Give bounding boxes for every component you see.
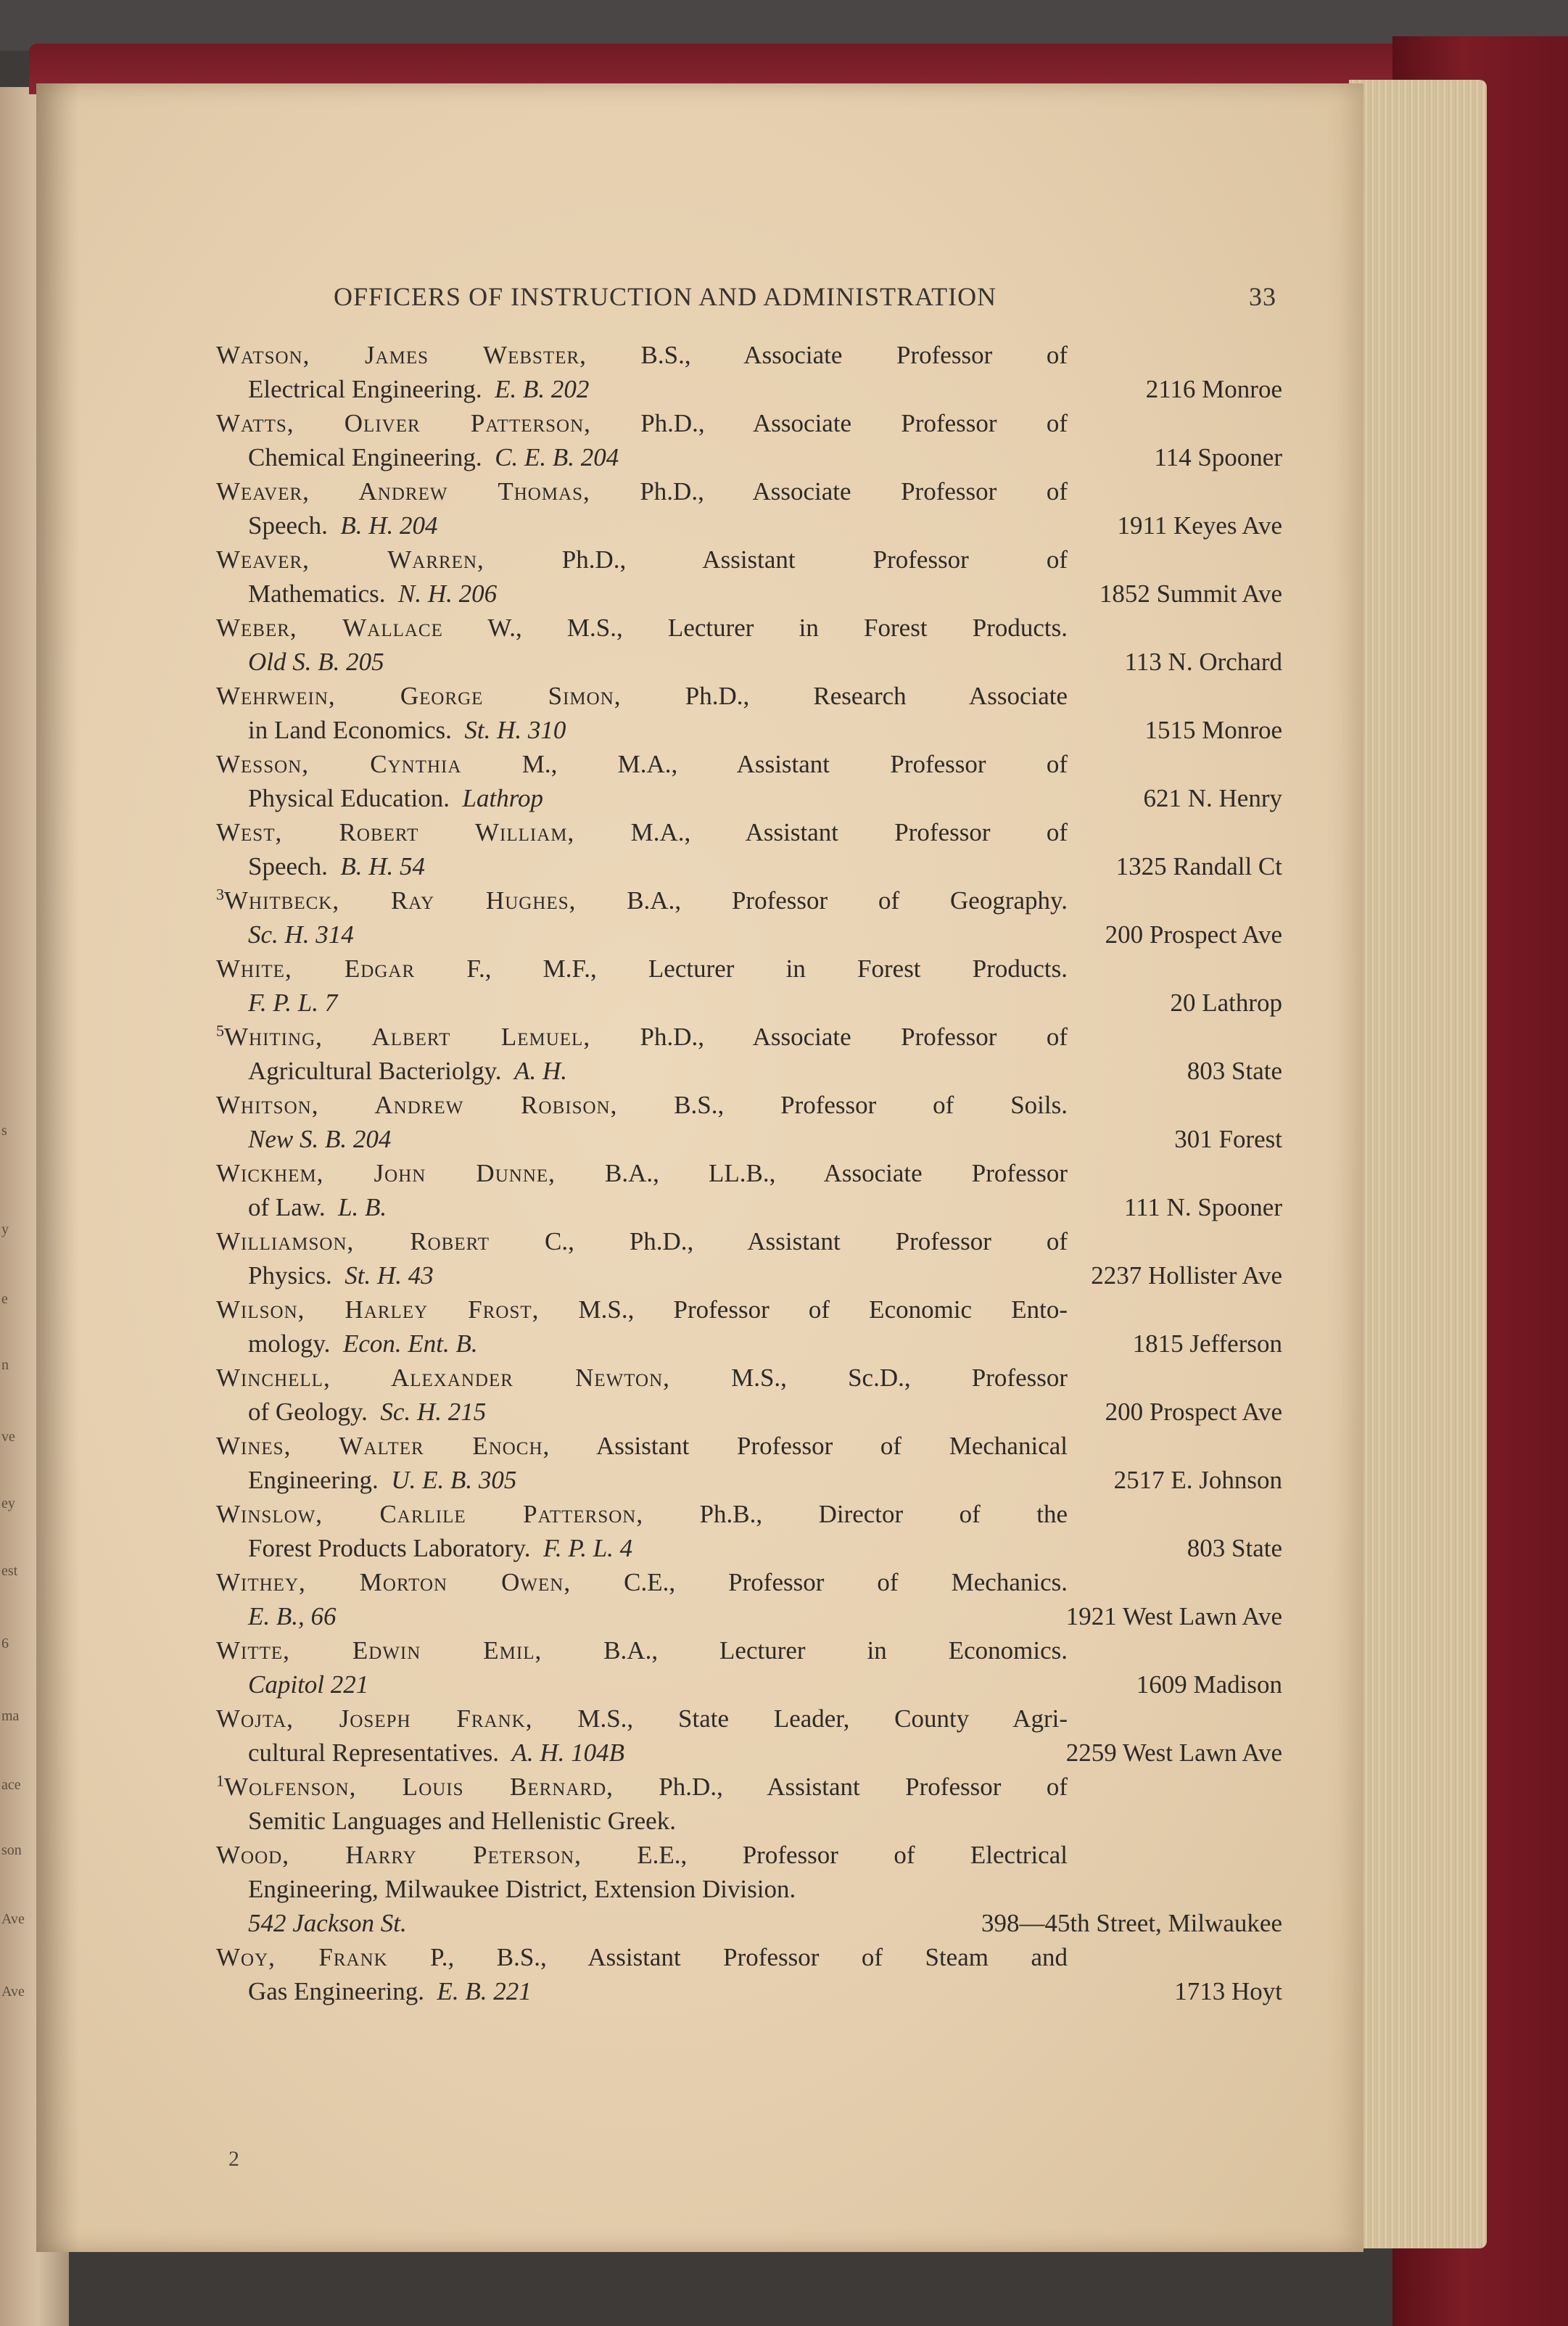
person-name: Whitson, Andrew Robison,: [216, 1091, 618, 1119]
person-name: Weaver, Andrew Thomas,: [216, 477, 590, 506]
home-address: 114 Spooner: [1154, 443, 1282, 471]
department-text: Forest Products Laboratory.: [248, 1534, 531, 1562]
person-title: E.E., Professor of Electrical: [581, 1841, 1068, 1869]
directory-entry: [216, 1224, 1282, 1292]
person-name: Wehrwein, George Simon,: [216, 682, 622, 710]
entry-first-line: [216, 1361, 1068, 1395]
entry-first-line: [216, 1770, 1068, 1804]
department-text: Semitic Languages and Hellenistic Greek.: [248, 1807, 676, 1835]
person-title: C.E., Professor of Mechanics.: [571, 1568, 1068, 1596]
department-text: Gas Engineering.: [248, 1977, 424, 2005]
entry-continuation-line: [216, 1463, 1282, 1497]
department-text: Chemical Engineering.: [248, 443, 482, 471]
person-title: M.S., State Leader, County Agri-: [532, 1704, 1068, 1733]
entry-continuation-line: [216, 508, 1282, 543]
running-head: [334, 281, 1276, 318]
home-address: 1921 West Lawn Ave: [1065, 1602, 1282, 1630]
left-page-fragment: n: [1, 1357, 9, 1373]
home-address: 2237 Hollister Ave: [1091, 1261, 1282, 1290]
directory-entry: [216, 1565, 1282, 1633]
directory-entry: [216, 1770, 1282, 1838]
footnote-marker: 3: [216, 885, 224, 904]
home-address: 803 State: [1187, 1534, 1282, 1562]
home-address: 398—45th Street, Milwaukee: [981, 1909, 1282, 1937]
left-page-fragment: ve: [1, 1429, 15, 1445]
office-location: U. E. B. 305: [391, 1466, 517, 1494]
office-location: A. H. 104B: [511, 1739, 625, 1767]
person-title: B.S., Professor of Soils.: [617, 1091, 1068, 1119]
left-page-fragment: Ave: [1, 1984, 25, 2000]
person-title: B.A., Lecturer in Economics.: [542, 1636, 1068, 1665]
entry-first-line: [216, 1020, 1068, 1054]
directory-entry: [216, 1940, 1282, 2008]
person-name: Whitbeck, Ray Hughes,: [224, 886, 577, 915]
person-name: Winchell, Alexander Newton,: [216, 1364, 670, 1392]
person-name: Wilson, Harley Frost,: [216, 1295, 540, 1324]
department-text: of Law.: [248, 1193, 326, 1221]
office-location: New S. B. 204: [248, 1125, 392, 1153]
person-title: B.A., Professor of Geography.: [576, 886, 1068, 915]
person-title: C., Ph.D., Assistant Professor of: [490, 1227, 1068, 1255]
entry-continuation-line: [216, 440, 1282, 474]
entry-first-line: [216, 1702, 1068, 1736]
directory-entry: [216, 1702, 1282, 1770]
department-text: Agricultural Bacteriolgy.: [248, 1057, 502, 1085]
person-name: Weaver, Warren,: [216, 545, 484, 574]
entry-office-line: [216, 1906, 1282, 1940]
entry-first-line: [216, 679, 1068, 713]
office-location: Econ. Ent. B.: [342, 1329, 478, 1358]
office-location: St. H. 310: [464, 716, 566, 744]
person-title: F., M.F., Lecturer in Forest Products.: [415, 954, 1068, 983]
footnote-marker: 1: [216, 1771, 224, 1790]
person-title: M., M.A., Assistant Professor of: [461, 750, 1068, 778]
home-address: 113 N. Orchard: [1124, 648, 1282, 676]
person-name: Williamson, Robert: [216, 1227, 490, 1255]
directory-entry: [216, 474, 1282, 543]
person-name: Wesson, Cynthia: [216, 750, 462, 778]
page-number: 33: [1249, 282, 1276, 311]
entry-first-line: [216, 1565, 1068, 1599]
person-title: P., B.S., Assistant Professor of Steam and: [387, 1943, 1068, 1971]
department-text: Speech.: [248, 511, 328, 540]
home-address: 1713 Hoyt: [1174, 1977, 1282, 2005]
entry-first-line: [216, 883, 1068, 917]
office-location: E. B., 66: [248, 1602, 337, 1630]
office-location: E. B. 221: [437, 1977, 532, 2005]
footnote-marker: 5: [216, 1021, 224, 1040]
directory-entry: [216, 1429, 1282, 1497]
entry-office-line: [216, 1599, 1282, 1633]
person-title: Assistant Professor of Mechanical: [550, 1432, 1068, 1460]
entry-office-line: [216, 1122, 1282, 1156]
person-title: Ph.D., Research Associate: [621, 682, 1068, 710]
department-text: Engineering.: [248, 1466, 379, 1494]
entry-first-line: [216, 1497, 1068, 1531]
department-text: Speech.: [248, 852, 328, 881]
entry-continuation-line: [216, 372, 1282, 406]
home-address: 1609 Madison: [1136, 1670, 1282, 1699]
entry-first-line: [216, 406, 1068, 440]
directory-entry: [216, 1838, 1282, 1940]
entry-first-line: [216, 1156, 1068, 1190]
left-page-fragment: son: [1, 1842, 22, 1858]
signature-mark: 2: [228, 2147, 239, 2171]
person-name: Withey, Morton Owen,: [216, 1568, 572, 1596]
person-name: Winslow, Carlile Patterson,: [216, 1500, 644, 1528]
left-page-fragment: est: [1, 1563, 18, 1579]
person-title: Ph.D., Associate Professor of: [590, 1023, 1068, 1051]
person-title: Ph.D., Assistant Professor of: [484, 545, 1068, 574]
person-name: Wickhem, John Dunne,: [216, 1159, 556, 1187]
entry-first-line: [216, 1429, 1068, 1463]
home-address: 301 Forest: [1174, 1125, 1282, 1153]
office-location: B. H. 54: [340, 852, 425, 881]
office-location: C. E. B. 204: [495, 443, 619, 471]
entry-office-line: [216, 1667, 1282, 1702]
person-title: Ph.D., Assistant Professor of: [613, 1773, 1068, 1801]
entry-first-line: [216, 1633, 1068, 1667]
entry-first-line: [216, 815, 1068, 849]
home-address: 200 Prospect Ave: [1105, 920, 1282, 949]
directory-entry: [216, 952, 1282, 1020]
office-location: A. H.: [514, 1057, 567, 1085]
entry-first-line: [216, 1088, 1068, 1122]
home-address: 1852 Summit Ave: [1099, 580, 1282, 608]
directory-entry: [216, 338, 1282, 406]
home-address: 2116 Monroe: [1145, 375, 1282, 403]
entry-continuation-line: [216, 1531, 1282, 1565]
running-head-title: OFFICERS OF INSTRUCTION AND ADMINISTRATION: [334, 282, 997, 311]
entry-office-line: [216, 917, 1282, 952]
person-title: Ph.D., Associate Professor of: [590, 409, 1068, 437]
entry-first-line: [216, 1940, 1068, 1974]
entry-first-line: [216, 1224, 1068, 1258]
directory-entry: [216, 1497, 1282, 1565]
left-page-fragment: Ave: [1, 1911, 25, 1927]
directory-entry: [216, 1156, 1282, 1224]
entry-continuation-line: [216, 849, 1282, 883]
left-page-fragment: y: [1, 1221, 9, 1237]
office-location: N. H. 206: [398, 580, 498, 608]
directory-entry: [216, 747, 1282, 815]
entry-continuation-line: [216, 1327, 1282, 1361]
person-title: Ph.D., Associate Professor of: [590, 477, 1068, 506]
home-address: 200 Prospect Ave: [1105, 1398, 1282, 1426]
directory-entry: [216, 406, 1282, 474]
person-name: Watts, Oliver Patterson,: [216, 409, 591, 437]
directory-entry: [216, 1292, 1282, 1361]
office-location: Sc. H. 314: [248, 920, 354, 949]
department-text: mology.: [248, 1329, 331, 1358]
left-page-fragment: ace: [1, 1777, 21, 1793]
directory-entry: [216, 883, 1282, 952]
home-address: 2517 E. Johnson: [1113, 1466, 1282, 1494]
entry-continuation-line: [216, 1974, 1282, 2008]
left-page-fragment: s: [1, 1123, 7, 1139]
directory-entry: [216, 815, 1282, 883]
department-text: Mathematics.: [248, 580, 386, 608]
home-address: 1815 Jefferson: [1132, 1329, 1282, 1358]
office-location: E. B. 202: [495, 375, 590, 403]
entry-continuation-line: [216, 781, 1282, 815]
directory-entry: [216, 543, 1282, 611]
left-page-fragment: ey: [1, 1496, 15, 1512]
office-location: Capitol 221: [248, 1670, 369, 1699]
person-name: Witte, Edwin Emil,: [216, 1636, 542, 1665]
entry-continuation-line: [216, 1804, 1068, 1838]
office-location: F. P. L. 7: [248, 989, 338, 1017]
home-address: 1515 Monroe: [1144, 716, 1282, 744]
department-text: Electrical Engineering.: [248, 375, 482, 403]
office-location: B. H. 204: [340, 511, 438, 540]
directory-entry: [216, 611, 1282, 679]
person-title: Ph.B., Director of the: [643, 1500, 1068, 1528]
entry-first-line: [216, 338, 1068, 372]
person-name: Wojta, Joseph Frank,: [216, 1704, 533, 1733]
entry-continuation-line: [216, 1395, 1282, 1429]
entry-first-line: [216, 611, 1068, 645]
office-location: Old S. B. 205: [248, 648, 384, 676]
left-page-fragment: 6: [1, 1636, 9, 1651]
left-page-fragment: e: [1, 1291, 8, 1307]
department-text: cultural Representatives.: [248, 1739, 499, 1767]
person-title: M.S., Sc.D., Professor: [669, 1364, 1068, 1392]
department-text: Physical Education.: [248, 784, 450, 812]
entry-continuation-line: [216, 713, 1282, 747]
entry-continuation-line: [216, 1736, 1282, 1770]
entry-continuation-line: [216, 1190, 1282, 1224]
person-name: Whiting, Albert Lemuel,: [224, 1023, 591, 1051]
entry-first-line: [216, 952, 1068, 986]
person-name: West, Robert William,: [216, 818, 575, 846]
home-address: 1911 Keyes Ave: [1117, 511, 1282, 540]
directory-entry: [216, 1088, 1282, 1156]
entry-office-line: [216, 645, 1282, 679]
directory-entry: [216, 1633, 1282, 1702]
home-address: 1325 Randall Ct: [1115, 852, 1282, 881]
directory-entry: [216, 1020, 1282, 1088]
office-location: 542 Jackson St.: [248, 1909, 407, 1937]
home-address: 2259 West Lawn Ave: [1065, 1739, 1282, 1767]
entry-first-line: [216, 543, 1068, 577]
home-address: 20 Lathrop: [1170, 989, 1282, 1017]
office-location: L. B.: [338, 1193, 387, 1221]
department-text: Engineering, Milwaukee District, Extension Division.: [248, 1875, 796, 1903]
directory-entries: [216, 338, 1282, 2008]
department-text: of Geology.: [248, 1398, 368, 1426]
directory-entry: [216, 679, 1282, 747]
person-name: Watson, James Webster,: [216, 341, 587, 369]
person-name: Wood, Harry Peterson,: [216, 1841, 582, 1869]
entry-continuation-line: [216, 1872, 1068, 1906]
person-name: Wolfenson, Louis Bernard,: [224, 1773, 614, 1801]
home-address: 621 N. Henry: [1143, 784, 1282, 812]
entry-first-line: [216, 1292, 1068, 1327]
entry-office-line: [216, 986, 1282, 1020]
person-title: B.S., Associate Professor of: [586, 341, 1068, 369]
home-address: 111 N. Spooner: [1123, 1193, 1282, 1221]
home-address: 803 State: [1187, 1057, 1282, 1085]
person-title: M.S., Professor of Economic Ento-: [539, 1295, 1068, 1324]
entry-first-line: [216, 474, 1068, 508]
office-location: Sc. H. 215: [380, 1398, 487, 1426]
entry-first-line: [216, 1838, 1068, 1872]
entry-continuation-line: [216, 577, 1282, 611]
entry-continuation-line: [216, 1258, 1282, 1292]
person-title: B.A., LL.B., Associate Professor: [555, 1159, 1068, 1187]
office-location: F. P. L. 4: [542, 1534, 633, 1562]
person-name: Woy, Frank: [216, 1943, 388, 1971]
person-name: Wines, Walter Enoch,: [216, 1432, 550, 1460]
person-name: White, Edgar: [216, 954, 416, 983]
entry-continuation-line: [216, 1054, 1282, 1088]
person-title: M.A., Assistant Professor of: [574, 818, 1068, 846]
entry-first-line: [216, 747, 1068, 781]
directory-entry: [216, 1361, 1282, 1429]
office-location: St. H. 43: [344, 1261, 434, 1290]
department-text: in Land Economics.: [248, 716, 452, 744]
person-title: W., M.S., Lecturer in Forest Products.: [442, 614, 1068, 642]
department-text: Physics.: [248, 1261, 332, 1290]
person-name: Weber, Wallace: [216, 614, 443, 642]
left-page-fragment: ma: [1, 1708, 20, 1724]
office-location: Lathrop: [462, 784, 544, 812]
